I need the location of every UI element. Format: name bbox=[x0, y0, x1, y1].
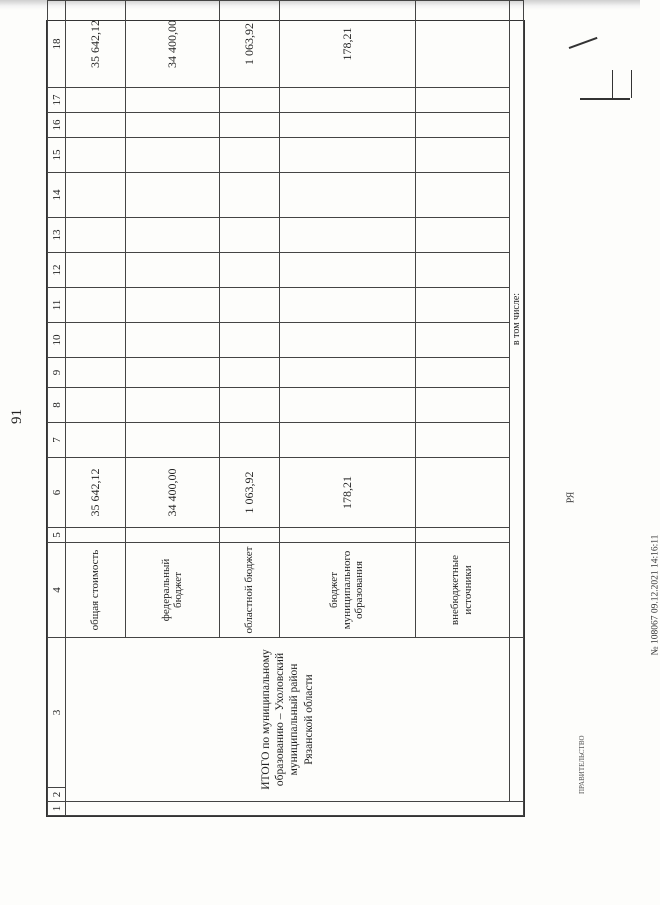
including-row bbox=[509, 1, 524, 816]
row-label: областной бюджет bbox=[219, 543, 279, 638]
total-title: ИТОГО по муниципальному образованию – Ухоловский муниципальный район Рязанской области bbox=[66, 638, 510, 802]
stamp: ПРАВИТЕЛЬСТВО bbox=[578, 735, 586, 794]
cell-empty bbox=[219, 528, 279, 543]
col-num: 17 bbox=[48, 88, 66, 113]
col-num: 9 bbox=[48, 358, 66, 388]
col-num: 10 bbox=[48, 323, 66, 358]
cell-empty bbox=[66, 528, 126, 543]
col-num: 13 bbox=[48, 218, 66, 253]
cell-value: 34 400,00 bbox=[125, 1, 219, 88]
cell-empty bbox=[415, 528, 509, 543]
col-num: 1 bbox=[48, 802, 66, 816]
including-label: в том числе: bbox=[509, 1, 524, 638]
cell-empty bbox=[509, 638, 524, 802]
col-num: 14 bbox=[48, 173, 66, 218]
signature-line bbox=[580, 98, 630, 100]
col-num: 2 bbox=[48, 788, 66, 802]
row-label: общая стоимость bbox=[66, 543, 126, 638]
seal-fragment: РЯ bbox=[565, 491, 577, 504]
cell-empty bbox=[279, 528, 415, 543]
col-num: 15 bbox=[48, 138, 66, 173]
col-num: 6 bbox=[48, 458, 66, 528]
col-num: 3 bbox=[48, 638, 66, 788]
cell-value: 1 063,92 bbox=[219, 458, 279, 528]
cell-value: 1 063,92 bbox=[219, 1, 279, 88]
table-row bbox=[66, 1, 126, 816]
cell-value bbox=[415, 1, 509, 88]
cell-empty bbox=[66, 802, 524, 816]
col-num: 12 bbox=[48, 253, 66, 288]
col-num: 18 bbox=[48, 1, 66, 88]
cell-value: 35 642,12 bbox=[66, 1, 126, 88]
rotated-table bbox=[47, 21, 524, 816]
signature-mark bbox=[569, 37, 598, 49]
cell-value: 178,21 bbox=[279, 1, 415, 88]
cell-value: 178,21 bbox=[279, 458, 415, 528]
cell-value: 34 400,00 bbox=[125, 458, 219, 528]
cell-empty bbox=[125, 528, 219, 543]
col-num: 4 bbox=[48, 543, 66, 638]
page-number: 91 bbox=[9, 409, 25, 424]
col-num: 11 bbox=[48, 288, 66, 323]
cell-value bbox=[415, 458, 509, 528]
col-num: 7 bbox=[48, 423, 66, 458]
registration-note: № 108067 09.12.2021 14:16:11 bbox=[650, 534, 660, 656]
column-number-row bbox=[48, 1, 66, 816]
col-num: 16 bbox=[48, 113, 66, 138]
row-label: внебюджетные источники bbox=[415, 543, 509, 638]
row-label: федеральный бюджет bbox=[125, 543, 219, 638]
budget-table bbox=[47, 0, 524, 816]
cell-value: 35 642,12 bbox=[66, 458, 126, 528]
row-label: бюджет муниципального образования bbox=[279, 543, 415, 638]
signature-mark bbox=[612, 70, 632, 98]
col-num: 8 bbox=[48, 388, 66, 423]
col-num: 5 bbox=[48, 528, 66, 543]
budget-table-frame bbox=[46, 20, 525, 817]
